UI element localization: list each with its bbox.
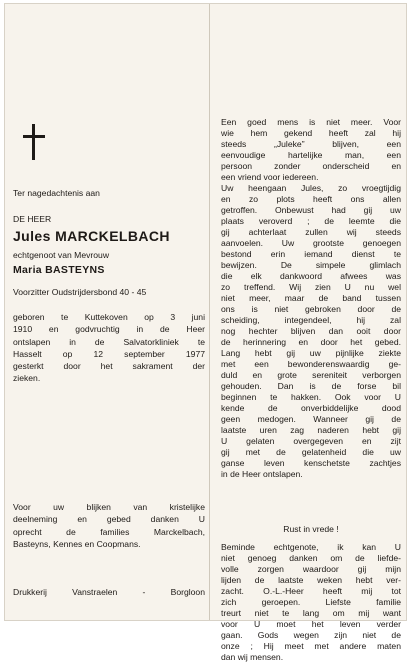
eulogy-line: steeds „Juleke” blijven, een <box>221 138 401 149</box>
eulogy-line: laatste uren zag naderen hebt gij <box>221 424 401 435</box>
eulogy-line: duld en grote sereniteit verborgen <box>221 369 401 380</box>
closing-line: gaan. Gods wegen zijn niet de <box>221 629 401 640</box>
rest-in-peace: Rust in vrede ! <box>283 524 339 534</box>
bio-line: gesterkt door het sakrament der <box>13 361 205 372</box>
spouse-intro: echtgenoot van Mevrouw <box>13 250 110 260</box>
memorial-card <box>4 3 407 662</box>
bio-line: zieken. <box>13 373 41 384</box>
printer-line: Drukkerij Vanstraelen - Borgloon <box>13 587 205 597</box>
eulogy-line: scheiding, integendeel, hij zal <box>221 314 401 325</box>
bio-line: ontslapen in de Salvatorkliniek te <box>13 336 205 347</box>
bio-line: 1910 en godvruchtig in de Heer <box>13 324 205 335</box>
eulogy-line: bewijzen. De simpele glimlach <box>221 259 401 270</box>
eulogy-line: plaats veroverd ; de leemte die <box>221 215 401 226</box>
eulogy-line: niet meer, maar de band tussen <box>221 292 401 303</box>
card-fold <box>209 4 210 620</box>
eulogy-line: geen medogen. Wanneer gij de <box>221 413 401 424</box>
eulogy-line: die elk dankwoord afwees was <box>221 270 401 281</box>
closing-line: Beminde echtgenote, ik kan U <box>221 542 401 552</box>
thanks-line: Basteyns, Kennes en Coopmans. <box>13 538 141 549</box>
closing-line: zich geroepen. Liefste familie <box>221 596 401 607</box>
role-line: Voorzitter Oudstrijdersbond 40 - 45 <box>13 287 147 297</box>
eulogy-line: Een goed mens is niet meer. Voor <box>221 117 401 127</box>
bio-line: Hasselt op 12 september 1977 <box>13 348 205 359</box>
eulogy-line: Lang hebt gij uw pijnlijke ziekte <box>221 347 401 358</box>
closing-line: dan wij mensen. <box>221 651 284 662</box>
closing-line: lijden de laatste weken hebt ver- <box>221 574 401 585</box>
closing-line: volle zorgen waardoor gij mijn <box>221 563 401 574</box>
eulogy-line: gij achterlaat zullen wij steeds <box>221 226 401 237</box>
eulogy-line: wie hem gekend heeft zal hij <box>221 127 401 138</box>
cross-icon <box>23 124 45 160</box>
memorial-heading: Ter nagedachtenis aan <box>13 188 100 198</box>
closing-line: niet genoeg danken om de liefde- <box>221 552 401 563</box>
eulogy-line: getroffen. Onbewust had gij uw <box>221 204 401 215</box>
eulogy-line: ons is niet gebroken door de <box>221 303 401 314</box>
deceased-name: Jules MARCKELBACH <box>13 228 170 244</box>
closing-line: treurt niet te lang om mij want <box>221 607 401 618</box>
eulogy-line: de herinnering en door het gebed. <box>221 336 401 347</box>
eulogy-line: beginnen te hakken. Ook voor U <box>221 391 401 402</box>
closing-line: voor U moet het leven verder <box>221 618 401 629</box>
closing-line: onze ; Hij meet met andere maten <box>221 640 401 651</box>
left-page <box>13 4 205 620</box>
eulogy-line: persoon zonder onderscheid en <box>221 160 401 171</box>
eulogy-line: in de Heer ontslapen. <box>221 468 303 479</box>
eulogy-line: gehouden. Dan is de forse bil <box>221 380 401 391</box>
eulogy-block <box>221 117 401 479</box>
title-line: DE HEER <box>13 214 52 224</box>
closing-block <box>221 542 401 663</box>
thanks-line: oprecht de families Marckelbach, <box>13 526 205 537</box>
eulogy-line: nog hechter blijven dan ooit door <box>221 325 401 336</box>
eulogy-line: eenvoudige hartelijke man, een <box>221 149 401 160</box>
eulogy-line: U gelaten overgegeven en zijt <box>221 435 401 446</box>
eulogy-line: een vriend voor iedereen. <box>221 171 319 182</box>
eulogy-line: aanvoelen. Uw grootste genoegen <box>221 237 401 248</box>
closing-line: zacht. O.-L.-Heer heeft mij tot <box>221 585 401 596</box>
eulogy-line: bestond erin iemand dienst te <box>221 248 401 259</box>
thanks-line: deelneming en gebed danken U <box>13 514 205 525</box>
eulogy-line: zo treffend. Wij zien U nu wel <box>221 281 401 292</box>
eulogy-line: ganse leven kenschetste zachtjes <box>221 457 401 468</box>
eulogy-line: en zo plots heeft ons allen <box>221 193 401 204</box>
spouse-name: Maria BASTEYNS <box>13 264 105 276</box>
right-page <box>221 4 401 662</box>
eulogy-line: met een bewonderenswaardig ge- <box>221 358 401 369</box>
eulogy-line: kende de onverbiddelijke dood <box>221 402 401 413</box>
bio-block <box>13 311 205 385</box>
bio-line: geboren te Kuttekoven op 3 juni <box>13 312 205 322</box>
eulogy-line: gij met de gelatenheid die uw <box>221 446 401 457</box>
thanks-line: Voor uw blijken van kristelijke <box>13 502 205 512</box>
eulogy-line: Uw heengaan Jules, zo vroegtijdig <box>221 182 401 193</box>
thanks-block <box>13 501 205 550</box>
